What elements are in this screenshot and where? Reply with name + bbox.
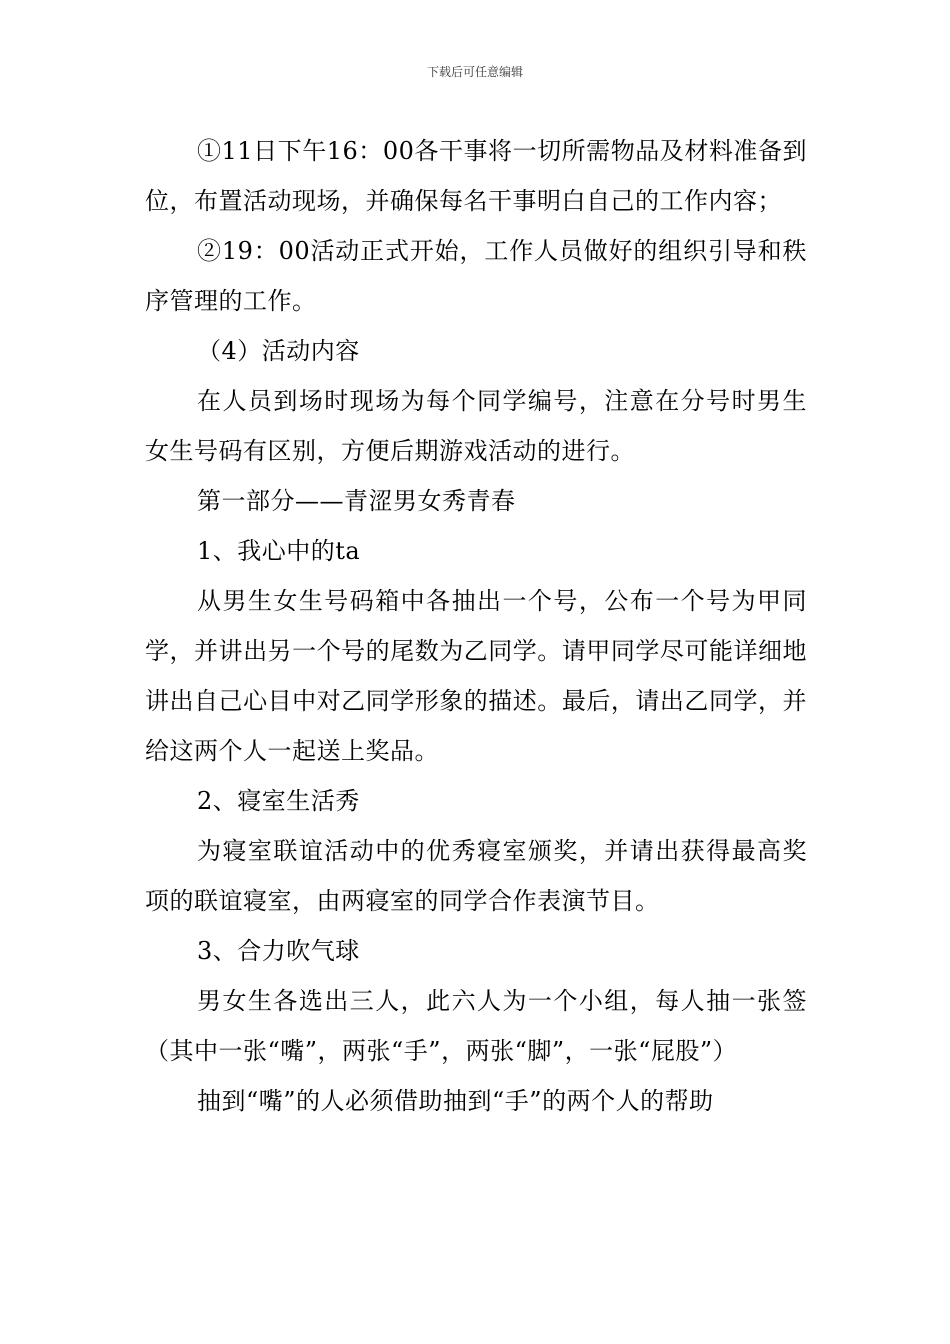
part-heading-one: 第一部分——青涩男女秀青春 [197,487,516,515]
paragraph-start-time: ②19：00活动正式开始，工作人员做好的组织引导和秩序管理的工作。 [145,237,807,315]
item-heading-3: 3、合力吹气球 [197,937,360,965]
item-heading-1: 1、我心中的ta [197,537,361,565]
document-body [145,126,807,1126]
paragraph-prep-time: ①11日下午16：00各干事将一切所需物品及材料准备到位，布置活动现场，并确保每名干事明白自己的工作内容； [145,137,807,215]
section-heading-activity-content: （4）活动内容 [197,337,360,365]
page-header: 下载后可任意编辑 [426,65,523,79]
paragraph-numbering: 在人员到场时现场为每个同学编号，注意在分号时男生女生号码有区别，方便后期游戏活动的进行。 [145,387,807,465]
paragraph-item-3-rules: 抽到“嘴”的人必须借助抽到“手”的两个人的帮助 [197,1087,714,1115]
paragraph-item-2: 为寝室联谊活动中的优秀寝室颁奖，并请出获得最高奖项的联谊寝室，由两寝室的同学合作表演节目。 [145,837,807,915]
item-heading-2: 2、寝室生活秀 [197,787,360,815]
paragraph-item-1: 从男生女生号码箱中各抽出一个号，公布一个号为甲同学，并讲出另一个号的尾数为乙同学。请甲同学尽可能详细地讲出自己心目中对乙同学形象的描述。最后，请出乙同学，并给这两个人一起送上奖品。 [145,587,807,765]
paragraph-item-3: 男女生各选出三人，此六人为一个小组，每人抽一张签（其中一张“嘴”，两张“手”，两张“脚”，一张“屁股”） [145,987,807,1065]
